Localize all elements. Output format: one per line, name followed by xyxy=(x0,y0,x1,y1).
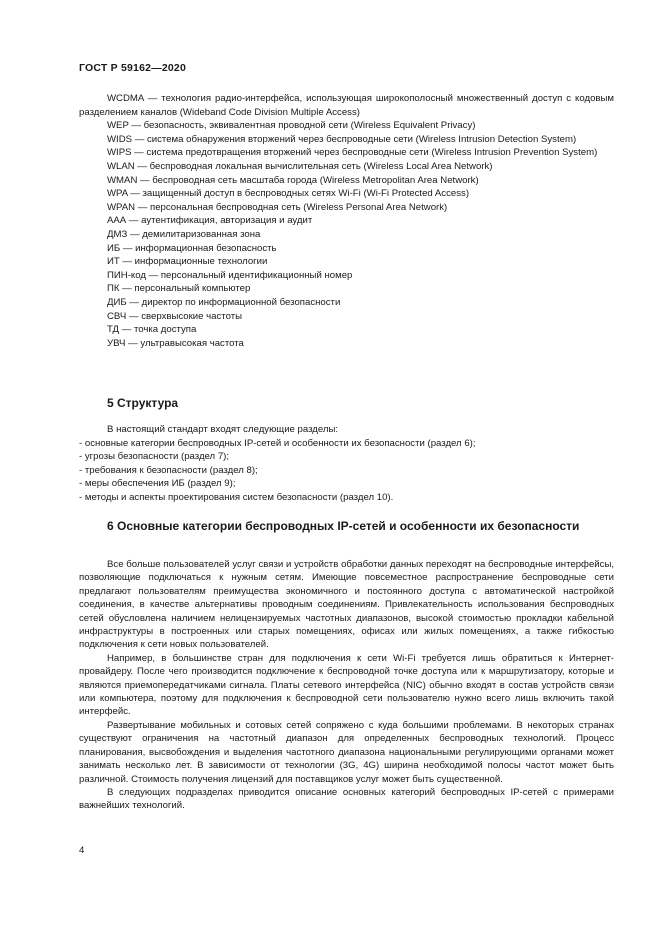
abbreviation-item: ДИБ — директор по информационной безопасности xyxy=(107,296,341,308)
abbreviation-item: УВЧ — ультравысокая частота xyxy=(107,337,244,349)
abbreviation-list xyxy=(79,92,614,350)
section-list-item: - методы и аспекты проектирования систем безопасности (раздел 10). xyxy=(79,491,394,503)
abbreviation-item: ТД — точка доступа xyxy=(107,324,197,336)
abbreviation-item: WLAN — беспроводная локальная вычислительная сеть (Wireless Local Area Network) xyxy=(107,160,493,172)
abbreviation-item: WIPS — система предотвращения вторжений через беспроводные сети (Wireless Intrusion Prevention System) xyxy=(107,147,598,159)
abbreviation-item: WCDMA — технология радио-интерфейса, использующая широкополосный множественный доступ с кодовым разделением каналов (Wideband Code Division Multiple Access) xyxy=(79,93,614,118)
section-list-item: - требования к безопасности (раздел 8); xyxy=(79,464,258,476)
abbreviation-item: СВЧ — сверхвысокие частоты xyxy=(107,310,242,322)
abbreviation-item: ИТ — информационные технологии xyxy=(107,256,268,268)
body-paragraph: Все больше пользователей услуг связи и устройств обработки данных переходят на беспроводные интерфейсы, позволяющие подключаться к нужным сетям. Имеющие повсеместное распространение беспроводные сети предлагают пользователям преимущества экономичного и постоянного доступа с автоматической настройкой соединения, в качестве альтернативы проводным соединениям. Привлекательность использования беспроводных сетей обусловлена наличием нелицензируемых частотных диапазонов, высокой стоимостью прокладки кабельной инфраструктуры в построенных или старых помещениях, офисах или жилых помещениях, а также гибкостью подключения к сети новых пользователей. xyxy=(79,559,614,651)
page-number: 4 xyxy=(79,845,85,856)
section-list-item: - основные категории беспроводных IP-сетей и особенности их безопасности (раздел 6); xyxy=(79,437,476,449)
section-list-item: - меры обеспечения ИБ (раздел 9); xyxy=(79,478,236,490)
section-5-intro: В настоящий стандарт входят следующие разделы: xyxy=(107,424,339,435)
section-5-body xyxy=(79,423,614,505)
section-6-title: 6 Основные категории беспроводных IP-сетей и особенности их безопасности xyxy=(107,519,580,533)
section-5-title: 5 Структура xyxy=(107,396,179,410)
abbreviation-item: WEP — безопасность, эквивалентная проводной сети (Wireless Equivalent Privacy) xyxy=(107,120,476,132)
body-paragraph: В следующих подразделах приводится описание основных категорий беспроводных IP-сетей с примерами важнейших технологий. xyxy=(79,786,614,812)
abbreviation-item: ИБ — информационная безопасность xyxy=(107,242,277,254)
abbreviation-item: WIDS — система обнаружения вторжений через беспроводные сети (Wireless Intrusion Detection System) xyxy=(107,133,577,145)
section-6-body xyxy=(79,558,614,813)
abbreviation-item: WPA — защищенный доступ в беспроводных сетях Wi-Fi (Wi-Fi Protected Access) xyxy=(107,188,470,200)
section-list-item: - угрозы безопасности (раздел 7); xyxy=(79,451,230,463)
body-paragraph: Развертывание мобильных и сотовых сетей сопряжено с куда большими проблемами. В некоторых странах существуют ограничения на частотный диапазон для определенных беспроводных технологий. Процесс планирования, высвобождения и выделения частотного диапазона национальными регулирующими органами может занимать несколько лет. В зависимости от технологии (3G, 4G) ширина необходимой полосы частот может быть различной. Стоимость получения лицензий для поставщиков услуг может быть существенной. xyxy=(79,719,614,785)
abbreviation-item: ААА — аутентификация, авторизация и аудит xyxy=(107,215,313,227)
abbreviation-item: ПК — персональный компьютер xyxy=(107,283,251,295)
body-paragraph: Например, в большинстве стран для подключения к сети Wi-Fi требуется лишь обратиться к Интернет-провайдеру. После чего производится подключение к беспроводной точке доступа или к маршрутизатору, которые и являются приемопередатчиками сигнала. Платы сетевого интерфейса (NIC) обычно входят в состав устройств связи или компьютера, поэтому для подключения к беспроводной сети пользователю нужно всего лишь включить такой интерфейс. xyxy=(79,652,614,718)
abbreviation-item: WPAN — персональная беспроводная сеть (Wireless Personal Area Network) xyxy=(107,201,448,213)
abbreviation-item: ПИН-код — персональный идентификационный номер xyxy=(107,269,353,281)
document-header: ГОСТ Р 59162—2020 xyxy=(79,62,187,74)
abbreviation-item: ДМЗ — демилитаризованная зона xyxy=(107,228,261,240)
abbreviation-item: WMAN — беспроводная сеть масштаба города (Wireless Metropolitan Area Network) xyxy=(107,174,479,186)
